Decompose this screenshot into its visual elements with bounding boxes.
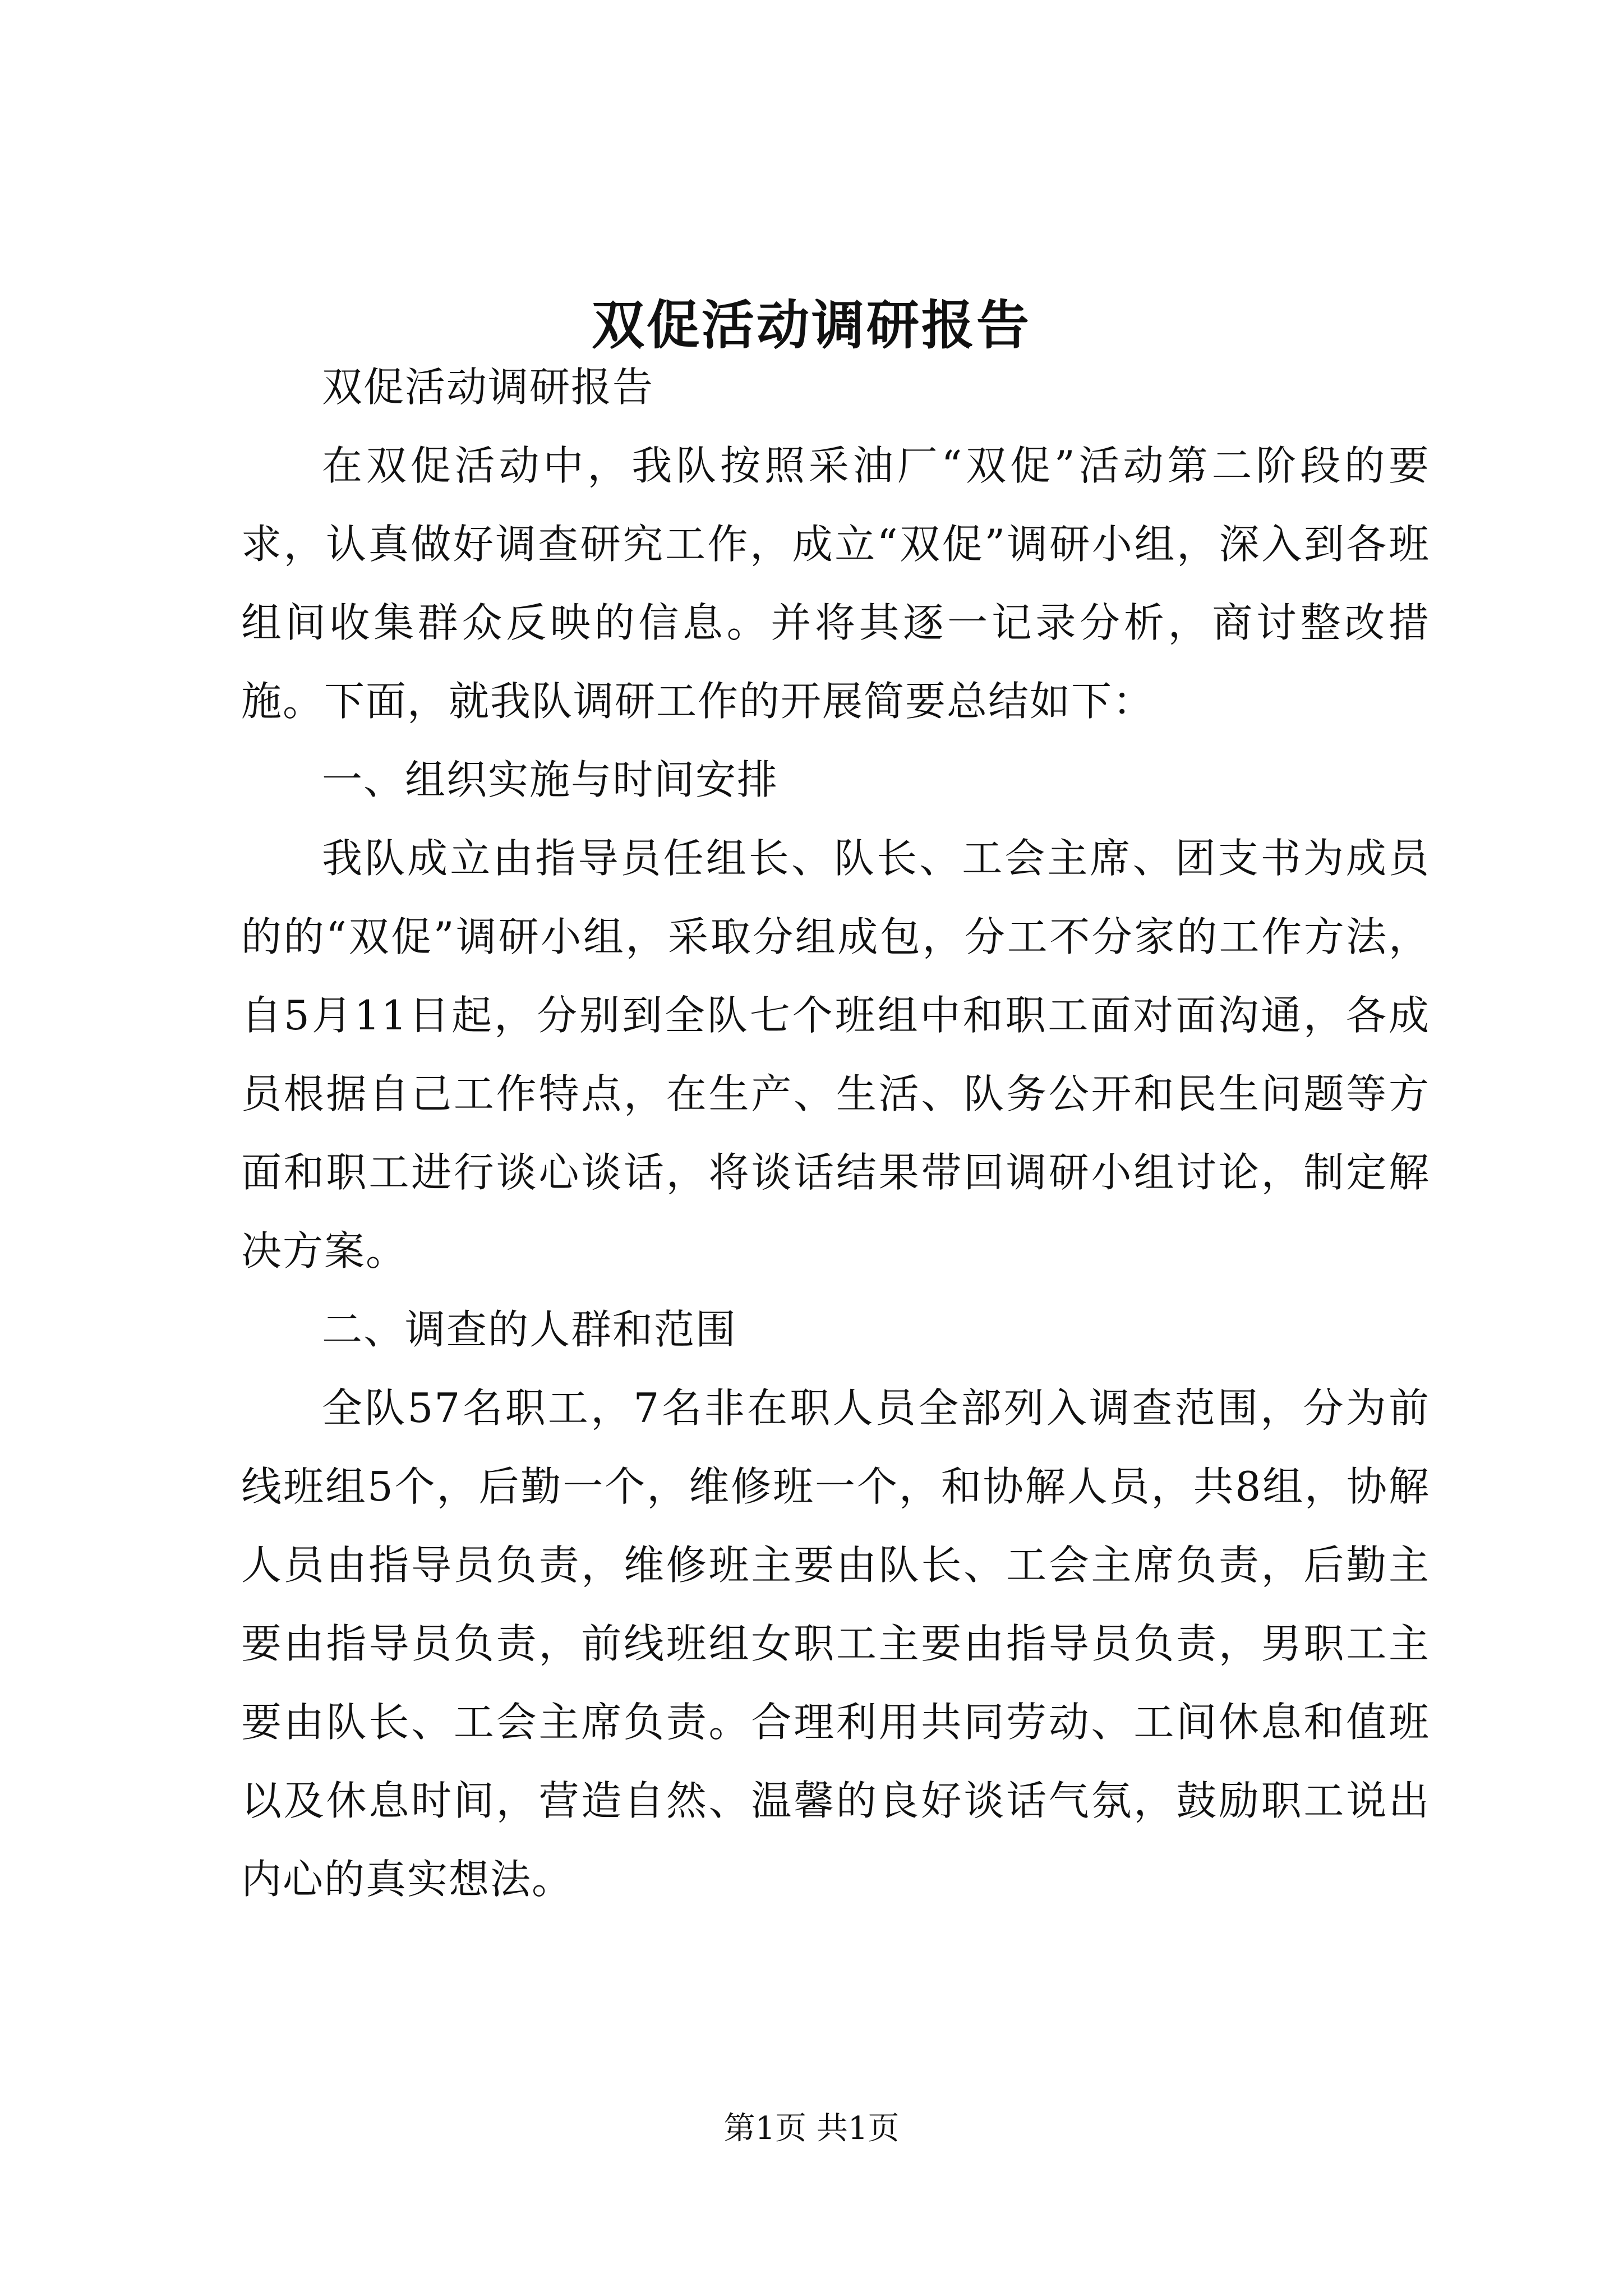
- paragraph-scope: 全队57名职工，7名非在职人员全部列入调查范围，分为前线班组5个，后勤一个，维修班一个，和协解人员，共8组，协解人员由指导员负责，维修班主要由队长、工会主席负责，后勤主要由指导员负责，前线班组女职工主要由指导员负责，男职工主要由队长、工会主席负责。合理利用共同劳动、工间休息和值班以及休息时间，营造自然、温馨的良好谈话气氛，鼓励职工说出内心的真实想法。: [241, 1384, 1430, 1903]
- document-body: [241, 348, 1430, 1918]
- section-heading-scope: 二、调查的人群和范围: [322, 1306, 737, 1353]
- document-title: 双促活动调研报告: [591, 295, 1031, 356]
- paragraph-intro: 在双促活动中，我队按照采油厂“双促”活动第二阶段的要求，认真做好调查研究工作，成立“双促”调研小组，深入到各班组间收集群众反映的信息。并将其逐一记录分析，商讨整改措施。下面，就我队调研工作的开展简要总结如下：: [241, 442, 1430, 725]
- paragraph-organization: 我队成立由指导员任组长、队长、工会主席、团支书为成员的的“双促”调研小组，采取分组成包，分工不分家的工作方法，自5月11日起，分别到全队七个班组中和职工面对面沟通，各成员根据自己工作特点，在生产、生活、队务公开和民生问题等方面和职工进行谈心谈话，将谈话结果带回调研小组讨论，制定解决方案。: [241, 835, 1430, 1274]
- paragraph-subtitle: 双促活动调研报告: [322, 364, 654, 411]
- section-heading-organization: 一、组织实施与时间安排: [322, 756, 779, 803]
- page-footer: 第1页 共1页: [723, 2110, 900, 2147]
